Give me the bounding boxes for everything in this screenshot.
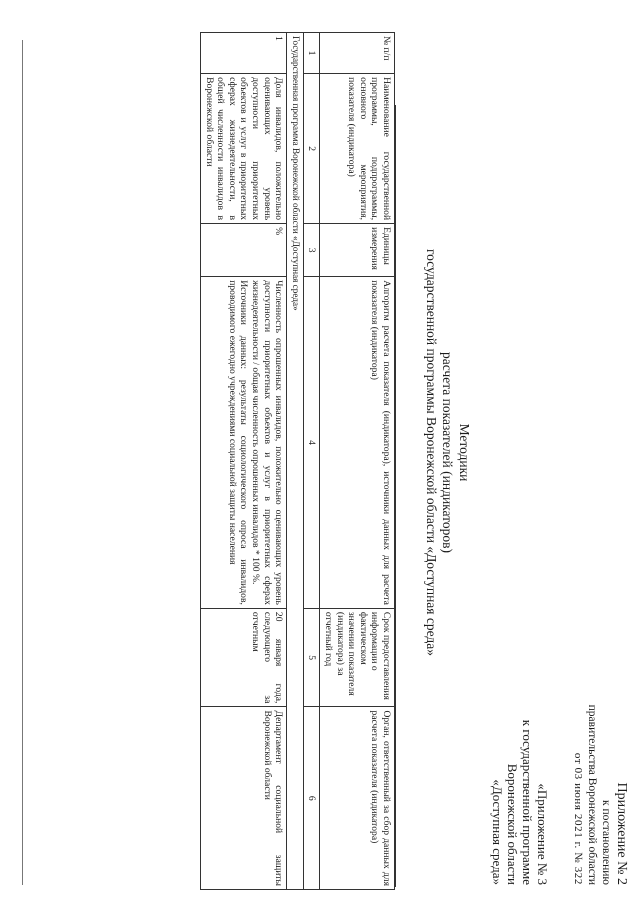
header-cell-unit: Единицы измерения — [320, 224, 395, 277]
column-number-6: 6 — [303, 707, 320, 890]
column-numbers-row — [303, 33, 320, 890]
algorithm-formula: Численность опрошенных инвалидов, положительно оценивающих уровень доступности приоритетных объектов и услуг в приоритетных сферах жизнедеятельности / общая численность опрошенных инвалидов * 100 %. — [250, 280, 285, 605]
section-row — [287, 33, 304, 890]
indicator-name: Доля инвалидов, положительно оценивающих уровень доступности приоритетных объектов и услуг в приоритетных сферах жизнедеятельности, в общей численности инвалидов в Воронежской области — [201, 74, 287, 224]
row-number: 1 — [201, 33, 287, 74]
appendix-number: Приложение № 2 — [614, 782, 629, 885]
header-cell-responsible: Орган, ответственный за сбор данных для расчета показателя (индикатора) — [320, 707, 395, 890]
indicator-unit: % — [201, 224, 287, 277]
algorithm-source: Источники данных: результаты социологического опроса инвалидов, проводимого ежегодно учреждениями социальной защиты населения — [226, 280, 250, 605]
appendix-reference: к постановлению — [600, 800, 612, 885]
program-reference: к государственной программе — [520, 719, 535, 885]
appendix-header — [571, 625, 630, 885]
program-name: «Доступная среда» — [490, 779, 505, 885]
header-cell-number: № п/п — [320, 33, 395, 74]
title-line-3: государственной программы Воронежской области «Доступная среда» — [424, 248, 439, 657]
appendix-authority: правительства Воронежской области — [586, 704, 598, 885]
top-rule — [395, 105, 396, 887]
program-appendix-number: «Приложение № 3 — [535, 783, 550, 885]
column-number-5: 5 — [303, 608, 320, 707]
column-number-2: 2 — [303, 74, 320, 224]
column-number-1: 1 — [303, 33, 320, 74]
indicator-responsible-body: Департамент социальной защиты Воронежской области — [201, 707, 287, 890]
header-cell-algorithm: Алгоритм расчета показателя (индикатора), источники данных для расчета показателя (индикатора) — [320, 277, 395, 609]
indicator-algorithm — [201, 277, 287, 609]
table-header-row — [320, 33, 395, 890]
bottom-rule — [22, 40, 23, 885]
appendix-date: от 03 июня 2021 г. № 322 — [572, 752, 584, 885]
column-number-4: 4 — [303, 277, 320, 609]
title-line-2: расчета показателей (индикаторов) — [440, 351, 456, 554]
table-row — [201, 33, 287, 890]
program-region: Воронежской области — [505, 763, 520, 885]
section-title: Государственная программа Воронежской области «Доступная среда» — [287, 33, 304, 890]
title-line-1: Методики — [457, 423, 472, 482]
program-header — [490, 625, 550, 885]
header-cell-name: Наименование государственной программы, подпрограммы, основного мероприятия, показателя (индикатора) — [320, 74, 395, 224]
indicators-table — [200, 32, 395, 890]
document-title — [423, 0, 473, 905]
column-number-3: 3 — [303, 224, 320, 277]
indicator-deadline: 20 января года, следующего за отчетным — [201, 608, 287, 707]
header-cell-deadline: Срок предоставления информации о фактическом значении показателя (индикатора) за отчетный год — [320, 608, 395, 707]
